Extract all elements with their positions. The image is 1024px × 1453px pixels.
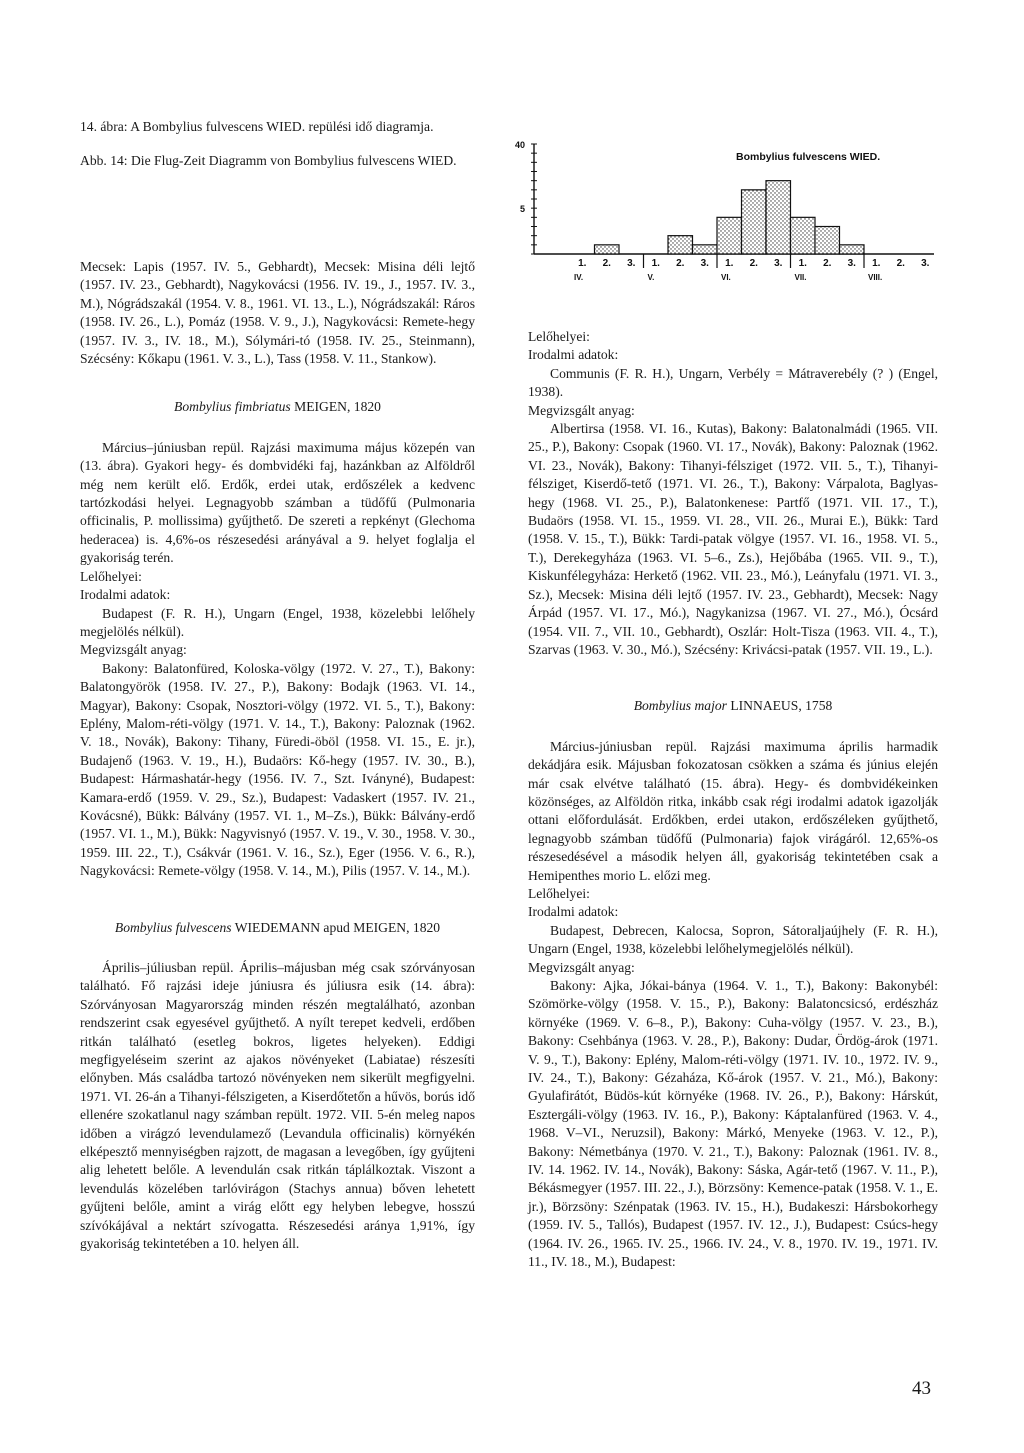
x-tick-label: 1. bbox=[578, 258, 587, 269]
page-number: 43 bbox=[912, 1378, 931, 1399]
x-tick-label: 1. bbox=[651, 258, 660, 269]
x-tick-label: 2. bbox=[896, 258, 905, 269]
x-tick-label: 3. bbox=[700, 258, 709, 269]
fimbriatus-description: Március–júniusban repül. Rajzási maximuma május közepén van (13. ábra). Gyakori hegy- és dombvidéki faj, hazánkban az Alföldről még nem került elő. Erdők, erdei utak, erdőszélek a kedvenc tartózkodási helyei. Legnagyobb számban a tüdőfű (Pulmonaria officinalis, P. mollissima) gyűjthető. De szereti a repkényt (Glechoma hederacea) is. 4,6%-os részesedési arányával a 9. helyet foglalja el gyakoriság terén. bbox=[80, 439, 475, 566]
flight-time-chart bbox=[514, 140, 934, 290]
x-tick-label: 1. bbox=[872, 258, 881, 269]
chart-title: Bombylius fulvescens WIED. bbox=[736, 151, 881, 163]
month-label: VII. bbox=[794, 273, 807, 282]
fulvescens-description: Április–júliusban repül. Április–májusban még csak szórványosan található. Fő rajzási ideje júniusra és júliusra esik (14. ábra): Szórványosan Magyarország minden részén megtalálható, azonban rendszerint csak egyesével gyűjthető. A nyílt terepet kedveli, erdőben ritkán található (esetleg bokros, ligetes helyeken). Eddigi megfigyeléseim szerint az ajakos növényeket (Labiatae) részesíti előnyben. Más családba tartozó növényeken nem sikerült megfigyelni. 1971. VI. 26-án a Tihanyi-félszigeten, a Kiserdőtetőn a hűvös, borús idő ellenére szokatlanul nagy számban repült. 1972. VII. 5-én meleg napos időben a virágzó levendulamező (Levandula officinalis) környékén elképesztő mennyiségben rajzott, de magasan a levegőben, így gyűjteni alig lehetett belőle. A levendulán csak ritkán táplálkoztak. Viszont a levendulás közelében tarlóvirágon (Stachys annua) bőven lehetett gyűjteni belőle, amint a virág előtt egy helyben lebegve, hosszú szívókájával a nektárt szívogatta. Részesedési aránya 1,91%, így gyakoriság tekintetében a 10. helyen áll. bbox=[80, 960, 475, 1252]
fulvescens-literature: Communis (F. R. H.), Ungarn, Verbély = Mátraverebély (? ) (Engel, 1938). bbox=[528, 365, 938, 400]
x-tick-label: 2. bbox=[676, 258, 685, 269]
y-tick-label: 5 bbox=[519, 204, 525, 215]
section-label: Lelőhelyei: bbox=[80, 568, 142, 584]
x-tick-label: 1. bbox=[725, 258, 734, 269]
species-name: Bombylius major bbox=[633, 698, 727, 714]
bar bbox=[668, 236, 693, 254]
species-author: MEIGEN, 1820 bbox=[290, 399, 381, 415]
major-literature: Budapest, Debrecen, Kalocsa, Sopron, Sátoraljaújhely (F. R. H.), Ungarn (Engel, 1938, közelebbi lelőhelymegjelölés nélkül). bbox=[528, 922, 938, 957]
section-label: Lelőhelyei: bbox=[528, 329, 590, 344]
x-tick-label: 2. bbox=[602, 258, 611, 269]
bar bbox=[693, 245, 718, 254]
bar bbox=[766, 181, 791, 254]
x-tick-label: 3. bbox=[774, 258, 783, 269]
species-heading-fulvescens bbox=[80, 919, 475, 937]
major-material: Bakony: Ajka, Jókai-bánya (1964. V. 1., T.), Bakony: Bakonybél: Szömörke-völgy (1958. V. 15., P.), Bakony: Balatoncsicsó, erdészház környéke (1969. V. 6–8., P.), Bakony: Cuha-völgy (1957. V. 23., B.), Bakony: Csehbánya (1963. V. 28., P.), Bakony: Dudar, Ördög-árok (1971. V. 9., T.), Bakony: Eplény, Malom-réti-völgy (1971. IV. 10., 1972. IV. 9., IV. 24., T.), Bakony: Gézaháza, Kő-árok (1957. V. 21., Mó.), Bakony: Gyulafirátót, Büdös-kút környéke (1968. IV. 26., P.), Bakony: Hárskút, Esztergáli-völgy (1963. IV. 16., P.), Bakony: Káptalanfüred (1963. V. 4., 1968. V–VI., Neruzsil), Bakony: Márkó, Menyeke (1963. V. 12., P.), Bakony: Németbánya (1970. V. 21., T.), Bakony: Paloznak (1961. IV. 8., IV. 14. 1962. IV. 14., Novák), Bakony: Sáska, Agár-tető (1967. V. 11., P.), Békásmegyer (1957. III. 22., J.), Börzsöny: Kemence-patak (1958. V. 1., E. jr.), Börzsöny: Szénpatak (1963. IV. 15., H.), Budakeszi: Hársbokorhegy (1959. IV. 5., Tallós), Budapest (1957. IV. 12., J.), Budapest: Csúcs-hegy (1964. IV. 26., 1965. IV. 25., 1966. IV. 24., V. 8., 1970. IV. 19., 1971. IV. 11., IV. 18., M.), Budapest: bbox=[528, 978, 938, 1270]
caption-hungarian: 14. ábra: A Bombylius fulvescens WIED. repülési idő diagramja. bbox=[80, 119, 434, 134]
y-tick-label: 40 bbox=[514, 140, 525, 150]
section-label: Irodalmi adatok: bbox=[528, 347, 619, 363]
section-label: Irodalmi adatok: bbox=[80, 587, 171, 603]
section-label: Megvizsgált anyag: bbox=[528, 959, 635, 975]
x-tick-label: 1. bbox=[798, 258, 807, 269]
x-tick-label: 2. bbox=[823, 258, 832, 269]
caption-german: Abb. 14: Die Flug-Zeit Diagramm von Bombylius fulvescens WIED. bbox=[80, 153, 457, 169]
fulvescens-material: Albertirsa (1958. VI. 16., Kutas), Bakony: Balatonalmádi (1965. VII. 25., P.), Bakony: Csopak (1960. VI. 17., Novák), Bakony: Paloznak (1962. VI. 23., Novák), Bakony: Tihanyi-félsziget (1972. VII. 5., T.), Tihanyi-félsziget, Kiserdő-tető (1971. VI. 26., T.), Bakony: Várpalota, Baglyas-hegy (1968. VI. 25., P.), Balatonkenese: Partfő (1971. VII. 17., T.), Budaörs (1958. VI. 15., 1959. VI. 28., VII. 26., Murai E.), Bükk: Tard (1958. V. 15., T.), Bükk: Tardi-patak völgye (1957. VI. 16., 1958. VI. 5., T.), Derekegyháza (1963. VI. 5–6., Zs.), Hejőbába (1965. VII. 9., T.), Kiskunfélegyháza: Herkető (1962. VII. 23., Mó.), Leányfalu (1971. VI. 3., Sz.), Mecsek: Misina déli lejtő (1957. IV. 23., Gebhardt), Mecsek: Nagy Árpád (1957. VI. 17., Mó.), Nagykanizsa (1967. VI. 27., Mó.), Ócsárd (1954. VII. 7., VII. 10., Gebhardt), Oszlár: Holt-Tisza (1963. VII. 4., T.), Szarvas (1963. V. 30., Mó.), Szécsény: Krivácsi-patak (1957. VII. 19., L.). bbox=[528, 421, 938, 657]
section-label: Megvizsgált anyag: bbox=[528, 402, 635, 418]
bar bbox=[595, 245, 620, 254]
species-author: WIEDEMANN apud MEIGEN, 1820 bbox=[231, 919, 441, 935]
bar bbox=[717, 217, 742, 254]
species-name: Bombylius fimbriatus bbox=[174, 399, 291, 415]
bar bbox=[742, 190, 767, 254]
species-author: LINNAEUS, 1758 bbox=[726, 698, 833, 714]
right-column bbox=[528, 328, 938, 1272]
x-tick-label: 3. bbox=[847, 258, 856, 269]
x-tick-label: 3. bbox=[921, 258, 930, 269]
major-description: Március-júniusban repül. Rajzási maximuma április harmadik dekádjára esik. Májusban fokozatosan csökken a száma és június elején már csak elvétve található (15. ábra). Hegy- és dombvidékeinken közönséges, az Alföldön ritka, inkább csak régi irodalmi adatok igazolják ottani előfordulását. Erdőkben, erdei utakon, erdőszéleken gyűjthető, legnagyobb számban tüdőfű (Pulmonaria) fajok virágáról. 12,65%-os részesedésével a második helyen áll, gyakoriság tekintetében csak a Hemipenthes morio L. előzi meg. bbox=[528, 738, 938, 883]
month-label: VIII. bbox=[868, 273, 883, 282]
x-tick-label: 2. bbox=[749, 258, 758, 269]
left-column bbox=[80, 258, 475, 1254]
section-label: Irodalmi adatok: bbox=[528, 904, 619, 920]
month-label: IV. bbox=[574, 273, 584, 282]
fimbriatus-literature: Budapest (F. R. H.), Ungarn (Engel, 1938, közelebbi lelőhely megjelölés nélkül). bbox=[80, 605, 475, 639]
figure-caption bbox=[80, 118, 480, 171]
bar bbox=[791, 217, 816, 254]
fulvescens-localities-continued: Mecsek: Lapis (1957. IV. 5., Gebhardt), Mecsek: Misina déli lejtő (1957. IV. 23., Gebhardt), Nagykovácsi (1956. IV. 19., J., 1957. IV. 3., M.), Nógrádszakál (1954. V. 8., 1961. VI. 13., L.), Nógrádszakál: Ráros (1958. IV. 26., L.), Pomáz (1958. V. 9., J.), Nagykovácsi: Remete-hegy (1957. IV. 3., IV. 18., M.), Sólymári-tó (1958. IV. 25., Steinmann), Szécsény: Kőkapu (1961. V. 3., L.), Tass (1958. V. 11., Stankow). bbox=[80, 259, 475, 367]
bar bbox=[840, 245, 865, 254]
month-label: VI. bbox=[721, 273, 731, 282]
month-label: V. bbox=[647, 273, 655, 282]
section-label: Lelőhelyei: bbox=[528, 885, 590, 901]
species-heading-major bbox=[528, 697, 938, 715]
section-label: Megvizsgált anyag: bbox=[80, 642, 187, 658]
species-name: Bombylius fulvescens bbox=[114, 919, 232, 935]
fimbriatus-material: Bakony: Balatonfüred, Koloska-völgy (1972. V. 27., T.), Bakony: Balatongyörök (1958. IV. 27., P.), Bakony: Bodajk (1963. VI. 14., Magyar), Bakony: Csopak, Nosztori-völgy (1972. VI. 5., T.), Bakony: Eplény, Malom-réti-völgy (1971. V. 14., T.), Bakony: Paloznak (1962. V. 18., Novák), Bakony: Tihany, Füredi-öböl (1958. VI. 15., E. jr.), Budajenő (1963. V. 19., H.), Budaörs: Kő-hegy (1957. IV. 30., B.), Budapest: Hármashatár-hegy (1956. IV. 7., Szt. Iványné), Budapest: Kamara-erdő (1959. V. 29., Sz.), Budapest: Vadaskert (1957. IV. 21., Kovácsné), Bükk: Bálvány (1957. VI. 1., M–Zs.), Bükk: Bálvány-erdő (1957. VI. 1., M.), Bükk: Nagyvisnyó (1957. V. 19., V. 30., 1958. V. 30., 1959. III. 22., T.), Csákvár (1961. V. 16., Sz.), Eger (1956. V. 6., R.), Nagykovácsi: Remete-völgy (1958. V. 14., M.), Pilis (1957. V. 14., M.). bbox=[80, 660, 475, 879]
bar bbox=[815, 227, 840, 255]
x-tick-label: 3. bbox=[627, 258, 636, 269]
species-heading-fimbriatus bbox=[80, 398, 475, 416]
